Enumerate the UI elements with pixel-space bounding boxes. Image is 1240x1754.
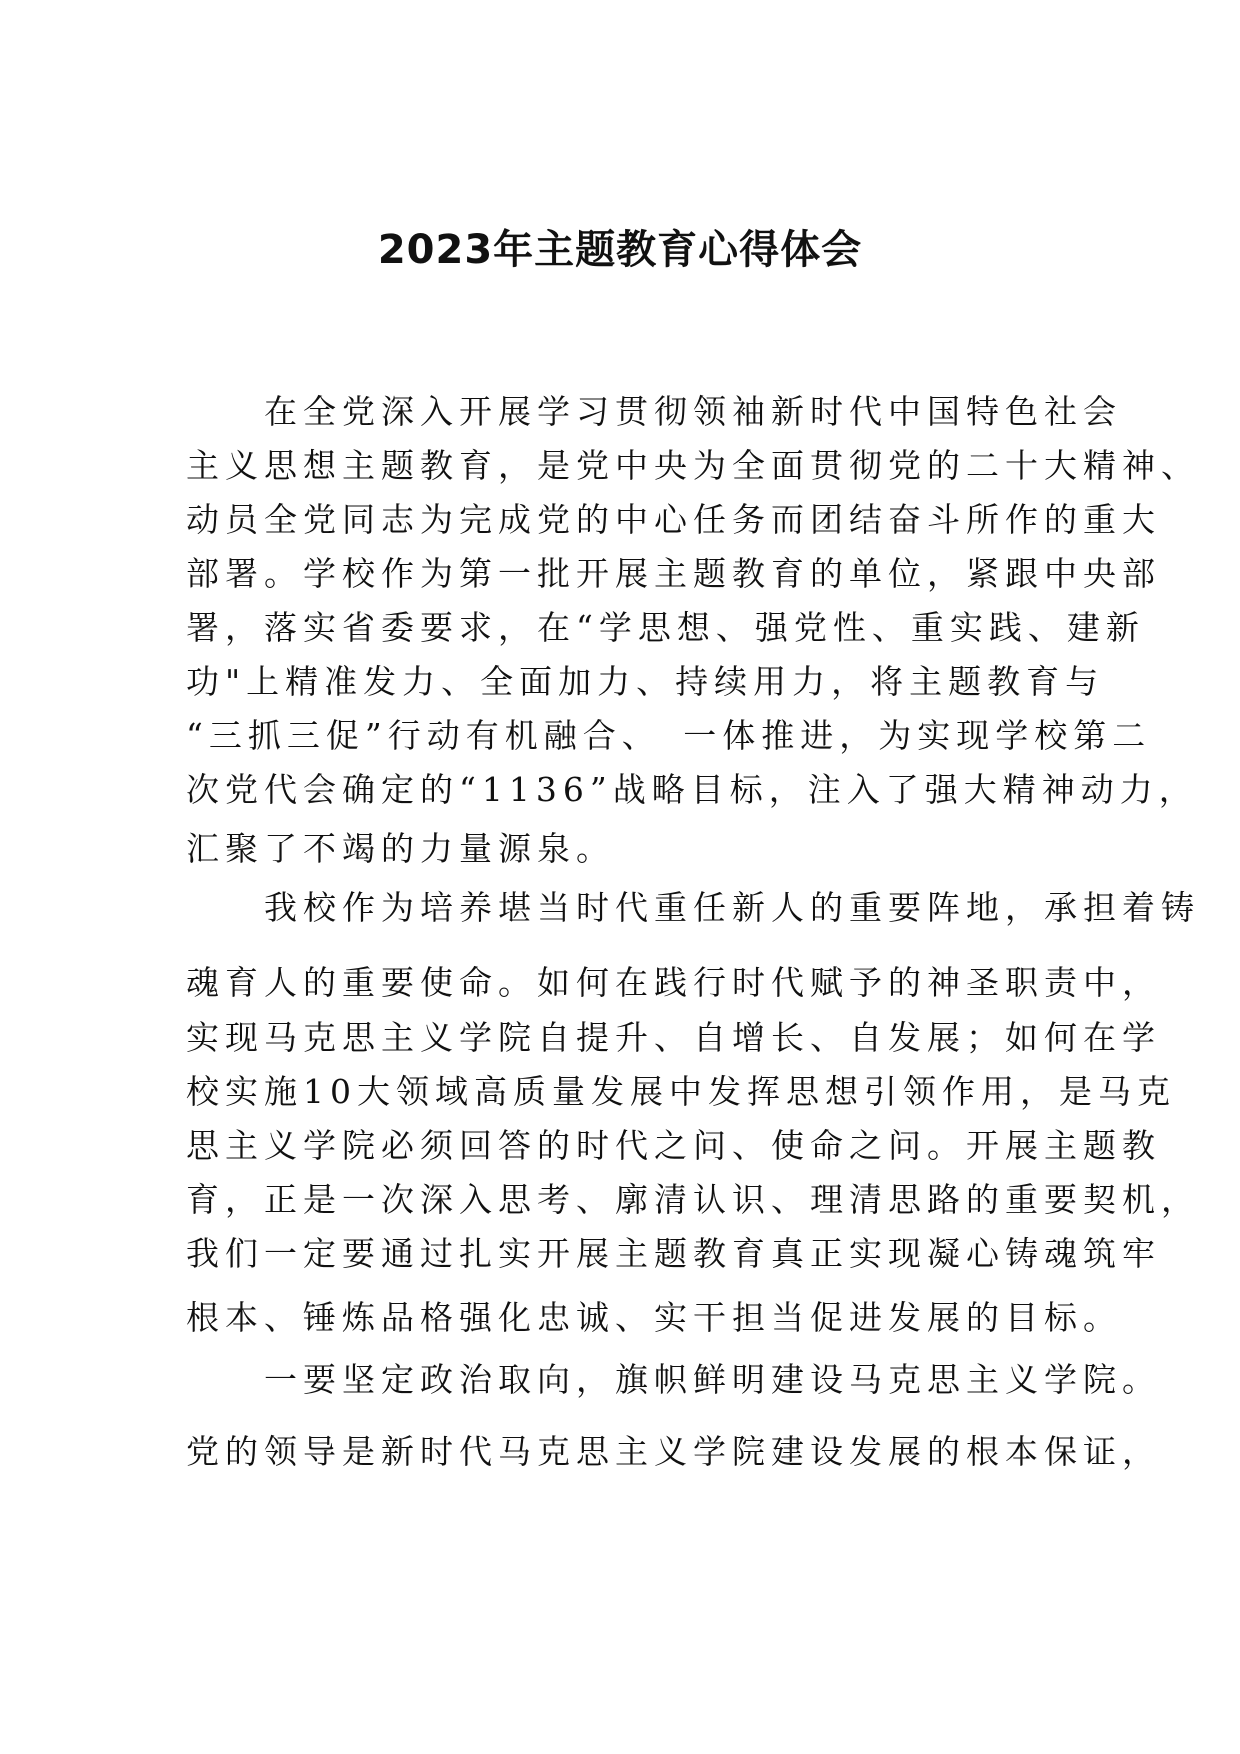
- paragraph-line: 校实施10大领域高质量发展中发挥思想引领作用，是马克: [186, 1072, 1176, 1111]
- paragraph-line: 主义思想主题教育，是党中央为全面贯彻党的二十大精神、: [186, 446, 1200, 485]
- paragraph-line: 实现马克思主义学院自提升、自增长、自发展；如何在学: [186, 1018, 1161, 1057]
- paragraph-line: 党的领导是新时代马克思主义学院建设发展的根本保证，: [186, 1432, 1161, 1471]
- paragraph-line: 我们一定要通过扎实开展主题教育真正实现凝心铸魂筑牢: [186, 1234, 1161, 1273]
- paragraph-line: 部署。学校作为第一批开展主题教育的单位，紧跟中央部: [186, 554, 1161, 593]
- paragraph-line: 署，落实省委要求，在“学思想、强党性、重实践、建新: [186, 608, 1145, 647]
- paragraph-line: 根本、锤炼品格强化忠诚、实干担当促进发展的目标。: [186, 1298, 1122, 1337]
- paragraph-line: 次党代会确定的“1136”战略目标，注入了强大精神动力，: [186, 770, 1198, 809]
- paragraph-line: 思主义学院必须回答的时代之问、使命之问。开展主题教: [186, 1126, 1161, 1165]
- document-title: 2023年主题教育心得体会: [377, 227, 863, 273]
- paragraph-line: 功"上精准发力、全面加力、持续用力，将主题教育与: [186, 662, 1105, 701]
- paragraph-line: 我校作为培养堪当时代重任新人的重要阵地，承担着铸: [186, 888, 1200, 927]
- paragraph-line: 在全党深入开展学习贯彻领袖新时代中国特色社会: [186, 392, 1122, 431]
- paragraph-line: 动员全党同志为完成党的中心任务而团结奋斗所作的重大: [186, 500, 1161, 539]
- paragraph-line: 一要坚定政治取向，旗帜鲜明建设马克思主义学院。: [186, 1360, 1161, 1399]
- paragraph-line: 汇聚了不竭的力量源泉。: [186, 829, 615, 868]
- paragraph-line: “三抓三促”行动有机融合、 一体推进，为实现学校第二: [186, 716, 1152, 755]
- paragraph-line: 育，正是一次深入思考、廓清认识、理清思路的重要契机，: [186, 1180, 1200, 1219]
- paragraph-line: 魂育人的重要使命。如何在践行时代赋予的神圣职责中，: [186, 963, 1161, 1002]
